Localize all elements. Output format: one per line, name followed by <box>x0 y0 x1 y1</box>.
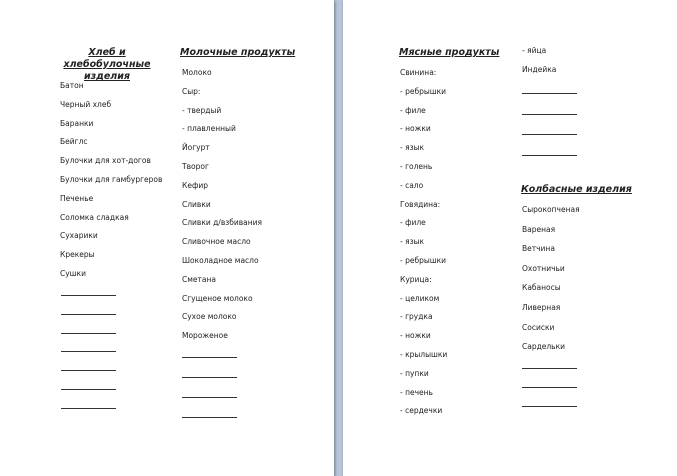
blank-line <box>522 114 577 115</box>
section-heading-bread: Хлеб и хлебобулочные изделия <box>63 47 151 82</box>
list-item: - ребрышки <box>400 256 447 265</box>
list-item: Ветчина <box>522 244 555 254</box>
document-page-1 <box>0 0 334 476</box>
blank-line <box>182 417 237 418</box>
list-item: - целиком <box>400 293 440 303</box>
list-item: Вареная <box>522 224 556 234</box>
list-item: Батон <box>60 81 84 90</box>
blank-line <box>61 408 116 409</box>
list-item: Сушки <box>60 269 86 278</box>
list-item: Соломка сладкая <box>60 212 129 222</box>
list-item: Курица: <box>400 274 432 284</box>
blank-line <box>61 370 116 371</box>
list-item: - ножки <box>400 331 431 341</box>
blank-line <box>182 377 237 378</box>
list-item: - язык <box>400 143 425 153</box>
list-item: Баранки <box>60 118 94 128</box>
list-item: Черный хлеб <box>60 99 112 109</box>
blank-line <box>522 134 577 135</box>
list-item: Мороженое <box>182 331 228 341</box>
list-item: - грудка <box>400 312 433 322</box>
list-item: - язык <box>400 237 425 247</box>
list-item: Сливки <box>182 199 211 209</box>
blank-line <box>61 333 116 334</box>
blank-line <box>522 93 577 94</box>
list-item: - ножки <box>400 124 431 134</box>
list-item: - пупки <box>400 368 429 378</box>
blank-line <box>182 357 237 358</box>
list-item: Ливерная <box>522 303 561 312</box>
list-item: Крекеры <box>60 250 95 260</box>
list-item: Кефир <box>182 180 208 190</box>
blank-line <box>61 389 116 390</box>
blank-line <box>61 351 116 352</box>
list-item: Сливки д/взбивания <box>182 218 263 228</box>
list-item: Булочки для хот-догов <box>60 156 151 166</box>
blank-line <box>522 155 577 156</box>
list-item: Сыр: <box>182 86 201 96</box>
blank-line <box>522 368 577 369</box>
blank-line <box>522 406 577 407</box>
list-item: - ребрышки <box>400 86 447 96</box>
blank-line <box>61 295 116 296</box>
list-item: Сухое молоко <box>182 312 237 322</box>
list-item: - яйца <box>522 46 547 55</box>
section-heading-sausage: Колбасные изделия <box>521 184 632 195</box>
blank-line <box>182 397 237 398</box>
blank-line <box>522 387 577 388</box>
list-item: Свинина: <box>400 68 437 77</box>
list-item: - крылышки <box>400 350 448 359</box>
list-item: Творог <box>182 162 209 171</box>
list-item: Сметана <box>182 274 216 284</box>
list-item: Сардельки <box>522 342 566 352</box>
document-page-2 <box>343 0 677 476</box>
list-item: - филе <box>400 105 426 115</box>
list-item: Индейка <box>522 65 557 74</box>
list-item: Булочки для гамбургеров <box>60 175 163 184</box>
list-item: Бейглс <box>60 137 88 147</box>
list-item: Говядина: <box>400 199 441 209</box>
section-heading-meat: Мясные продукты <box>399 47 500 58</box>
list-item: Сухарики <box>60 231 98 241</box>
list-item: Охотничьи <box>522 263 565 273</box>
blank-line <box>61 314 116 315</box>
list-item: Печенье <box>60 193 94 203</box>
list-item: - твердый <box>182 105 222 115</box>
list-item: - сердечки <box>400 406 443 416</box>
list-item: Сосиски <box>522 322 555 332</box>
list-item: - филе <box>400 218 426 228</box>
list-item: Кабаносы <box>522 283 561 293</box>
list-item: Сгущеное молоко <box>182 293 253 303</box>
list-item: Йогурт <box>182 143 210 153</box>
list-item: Шоколадное масло <box>182 256 259 265</box>
list-item: Сливочное масло <box>182 237 251 247</box>
list-item: Сырокопченая <box>522 205 580 214</box>
list-item: - голень <box>400 162 433 171</box>
list-item: - плавленный <box>182 124 236 134</box>
section-heading-dairy: Молочные продукты <box>180 47 296 58</box>
list-item: - сало <box>400 180 424 190</box>
list-item: Молоко <box>182 68 212 77</box>
list-item: - печень <box>400 387 433 397</box>
